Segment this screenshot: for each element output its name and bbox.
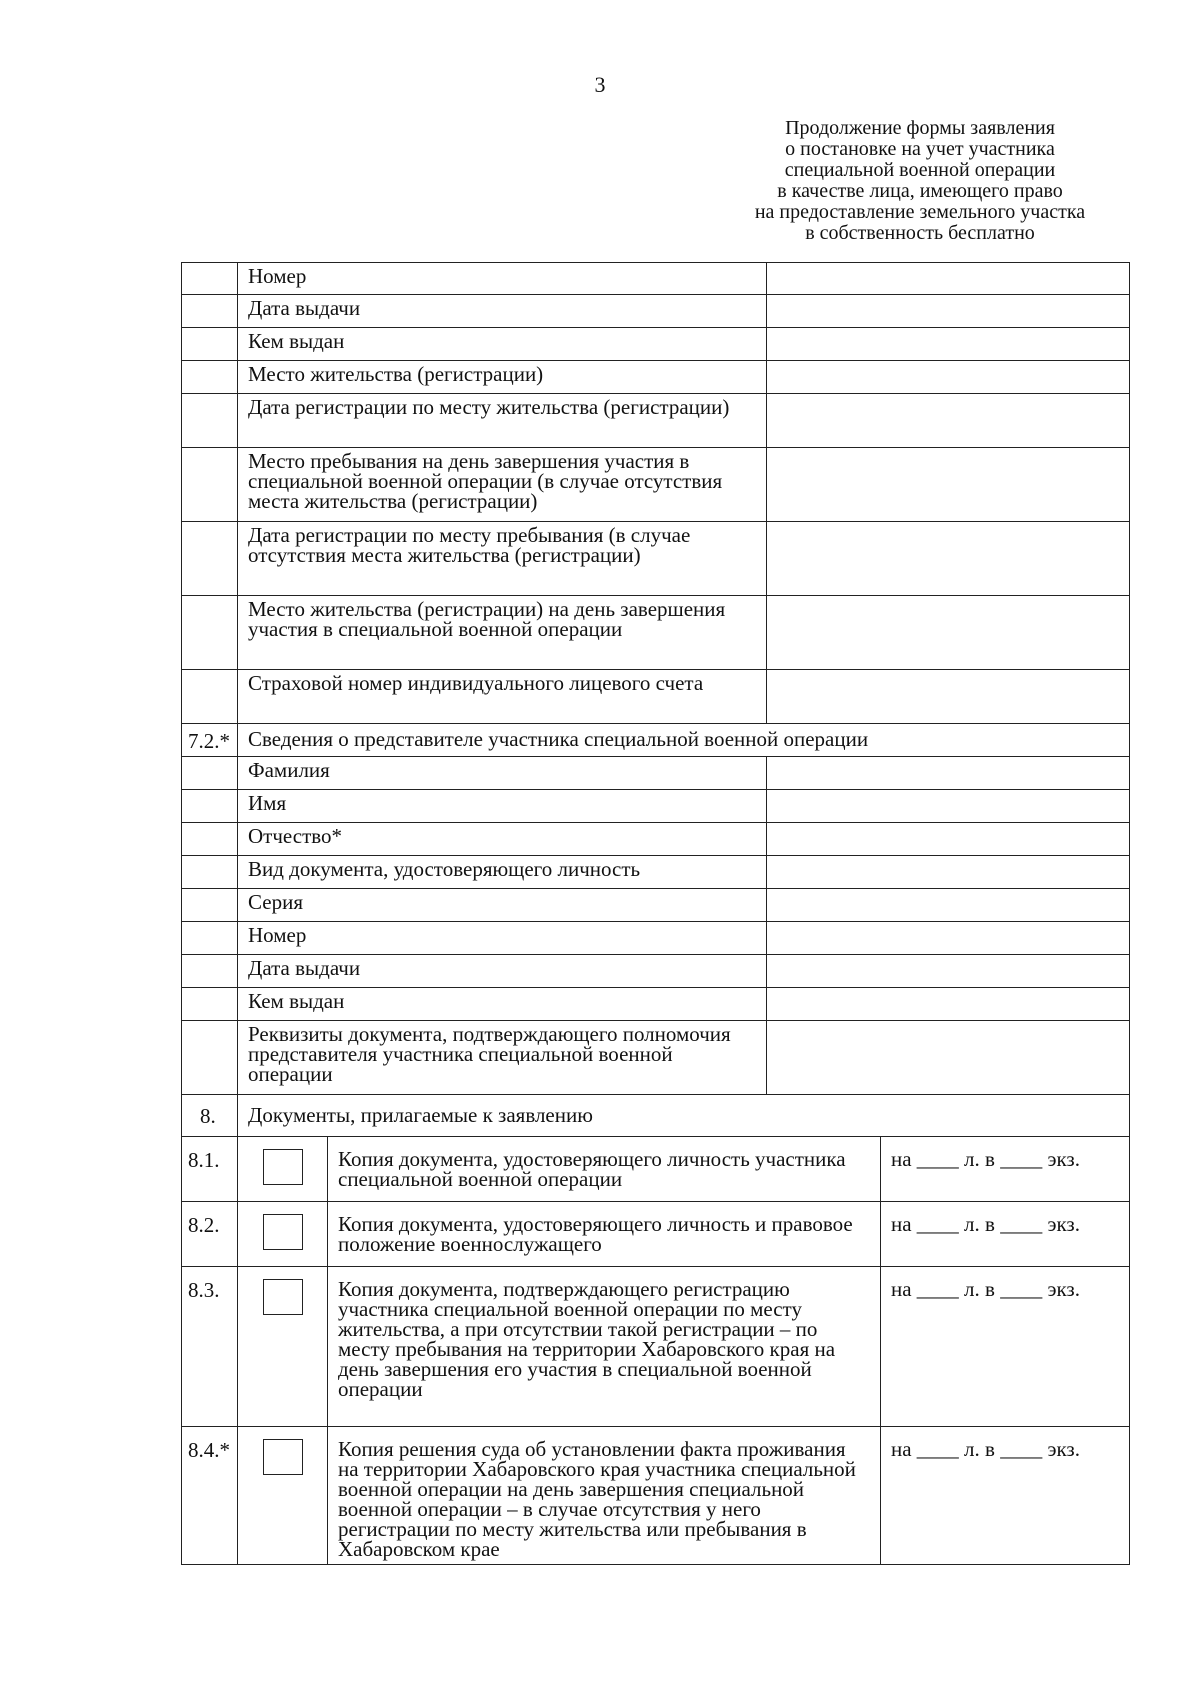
row-label: Дата выдачи (238, 295, 767, 327)
row-number-cell (182, 790, 238, 822)
value-field[interactable] (767, 522, 1129, 595)
header-line: на предоставление земельного участка (754, 201, 1086, 223)
row-number-cell (182, 670, 238, 723)
form-row (181, 328, 1130, 361)
item-description: Копия решения суда об установлении факта проживания на территории Хабаровского края участника специальной военной операции на день завершения специальной военной операции – в случае отсутствия у него регистрации по месту жительства или пребывания в Хабаровском крае (328, 1427, 881, 1564)
row-label: Номер (238, 922, 767, 954)
value-field[interactable] (767, 596, 1129, 669)
row-label: Дата регистрации по месту жительства (регистрации) (238, 394, 767, 447)
form-row (181, 262, 1130, 295)
row-number-cell (182, 361, 238, 393)
checkbox-cell (238, 1427, 328, 1564)
row-number-cell (182, 295, 238, 327)
value-field[interactable] (767, 790, 1129, 822)
pages-copies-field[interactable]: на ____ л. в ____ экз. (891, 1147, 1080, 1171)
page-number: 3 (594, 72, 606, 97)
row-label: Реквизиты документа, подтверждающего полномочия представителя участника специальной военной операции (238, 1021, 767, 1094)
item-description: Копия документа, удостоверяющего личность участника специальной военной операции (328, 1137, 881, 1201)
row-number-cell (182, 922, 238, 954)
row-number-cell (182, 394, 238, 447)
value-field[interactable] (767, 263, 1129, 294)
value-field[interactable] (767, 1021, 1129, 1094)
value-field[interactable] (767, 757, 1129, 789)
section-number: 7.2.* (182, 724, 238, 756)
header-line: в собственность бесплатно (805, 222, 1035, 244)
attachment-checkbox[interactable] (263, 1149, 303, 1185)
attachment-item (181, 1267, 1130, 1427)
form-row (181, 295, 1130, 328)
row-number-cell (182, 1021, 238, 1094)
form-row (181, 955, 1130, 988)
row-number-cell (182, 596, 238, 669)
row-label: Вид документа, удостоверяющего личность (238, 856, 767, 888)
attachment-item (181, 1427, 1130, 1565)
header-line: Продолжение формы заявления (785, 117, 1055, 139)
section-header-8 (181, 1095, 1130, 1137)
form-row (181, 922, 1130, 955)
value-field[interactable] (767, 448, 1129, 521)
pages-copies-field[interactable]: на ____ л. в ____ экз. (891, 1212, 1080, 1236)
row-number-cell (182, 328, 238, 360)
form-row (181, 790, 1130, 823)
row-label: Место жительства (регистрации) (238, 361, 767, 393)
row-label: Имя (238, 790, 767, 822)
attachment-item (181, 1137, 1130, 1202)
attachment-checkbox[interactable] (263, 1214, 303, 1250)
item-number: 8.1. (182, 1137, 238, 1201)
item-description: Копия документа, удостоверяющего личность и правовое положение военнослужащего (328, 1202, 881, 1266)
form-header (700, 118, 1140, 244)
row-number-cell (182, 263, 238, 294)
application-form-table (181, 262, 1130, 1565)
row-number-cell (182, 856, 238, 888)
value-field[interactable] (767, 988, 1129, 1020)
attachment-checkbox[interactable] (263, 1279, 303, 1315)
value-field[interactable] (767, 670, 1129, 723)
row-label: Место жительства (регистрации) на день завершения участия в специальной военной операции (238, 596, 767, 669)
row-label: Страховой номер индивидуального лицевого счета (238, 670, 767, 723)
checkbox-cell (238, 1202, 328, 1266)
row-number-cell (182, 757, 238, 789)
row-number-cell (182, 889, 238, 921)
form-row (181, 670, 1130, 724)
row-number-cell (182, 823, 238, 855)
value-field[interactable] (767, 328, 1129, 360)
form-row (181, 361, 1130, 394)
header-line: о постановке на учет участника (785, 138, 1055, 160)
form-row (181, 522, 1130, 596)
item-number: 8.4.* (182, 1427, 238, 1564)
section-header-7-2 (181, 724, 1130, 757)
pages-copies-field[interactable]: на ____ л. в ____ экз. (891, 1277, 1080, 1301)
row-number-cell (182, 955, 238, 987)
form-row (181, 856, 1130, 889)
row-label: Кем выдан (238, 328, 767, 360)
checkbox-cell (238, 1137, 328, 1201)
row-label: Фамилия (238, 757, 767, 789)
form-row (181, 448, 1130, 522)
row-label: Дата регистрации по месту пребывания (в случае отсутствия места жительства (регистрации) (238, 522, 767, 595)
row-label: Номер (238, 263, 767, 294)
form-row (181, 1021, 1130, 1095)
value-field[interactable] (767, 922, 1129, 954)
section-title: Документы, прилагаемые к заявлению (248, 1103, 593, 1127)
pages-copies-field[interactable]: на ____ л. в ____ экз. (891, 1437, 1080, 1461)
form-row (181, 596, 1130, 670)
row-number-cell (182, 522, 238, 595)
value-field[interactable] (767, 823, 1129, 855)
header-line: в качестве лица, имеющего право (777, 180, 1063, 202)
value-field[interactable] (767, 295, 1129, 327)
section-number: 8. (182, 1095, 238, 1136)
item-number: 8.3. (182, 1267, 238, 1426)
item-number: 8.2. (182, 1202, 238, 1266)
value-field[interactable] (767, 394, 1129, 447)
checkbox-cell (238, 1267, 328, 1426)
attachment-item (181, 1202, 1130, 1267)
value-field[interactable] (767, 955, 1129, 987)
attachment-checkbox[interactable] (263, 1439, 303, 1475)
row-label: Кем выдан (238, 988, 767, 1020)
row-number-cell (182, 988, 238, 1020)
form-row (181, 757, 1130, 790)
form-row (181, 988, 1130, 1021)
value-field[interactable] (767, 361, 1129, 393)
form-row (181, 394, 1130, 448)
value-field[interactable] (767, 889, 1129, 921)
header-line: специальной военной операции (784, 159, 1056, 181)
row-label: Отчество* (238, 823, 767, 855)
row-label: Дата выдачи (238, 955, 767, 987)
item-description: Копия документа, подтверждающего регистрацию участника специальной военной операции по месту жительства, а при отсутствии такой регистрации – по месту пребывания на территории Хабаровского края на день завершения его участия в специальной военной операции (328, 1267, 881, 1426)
value-field[interactable] (767, 856, 1129, 888)
form-row (181, 889, 1130, 922)
row-number-cell (182, 448, 238, 521)
row-label: Место пребывания на день завершения участия в специальной военной операции (в случае отсутствия места жительства (регистрации) (238, 448, 767, 521)
row-label: Серия (238, 889, 767, 921)
section-title: Сведения о представителе участника специальной военной операции (248, 727, 869, 751)
form-row (181, 823, 1130, 856)
